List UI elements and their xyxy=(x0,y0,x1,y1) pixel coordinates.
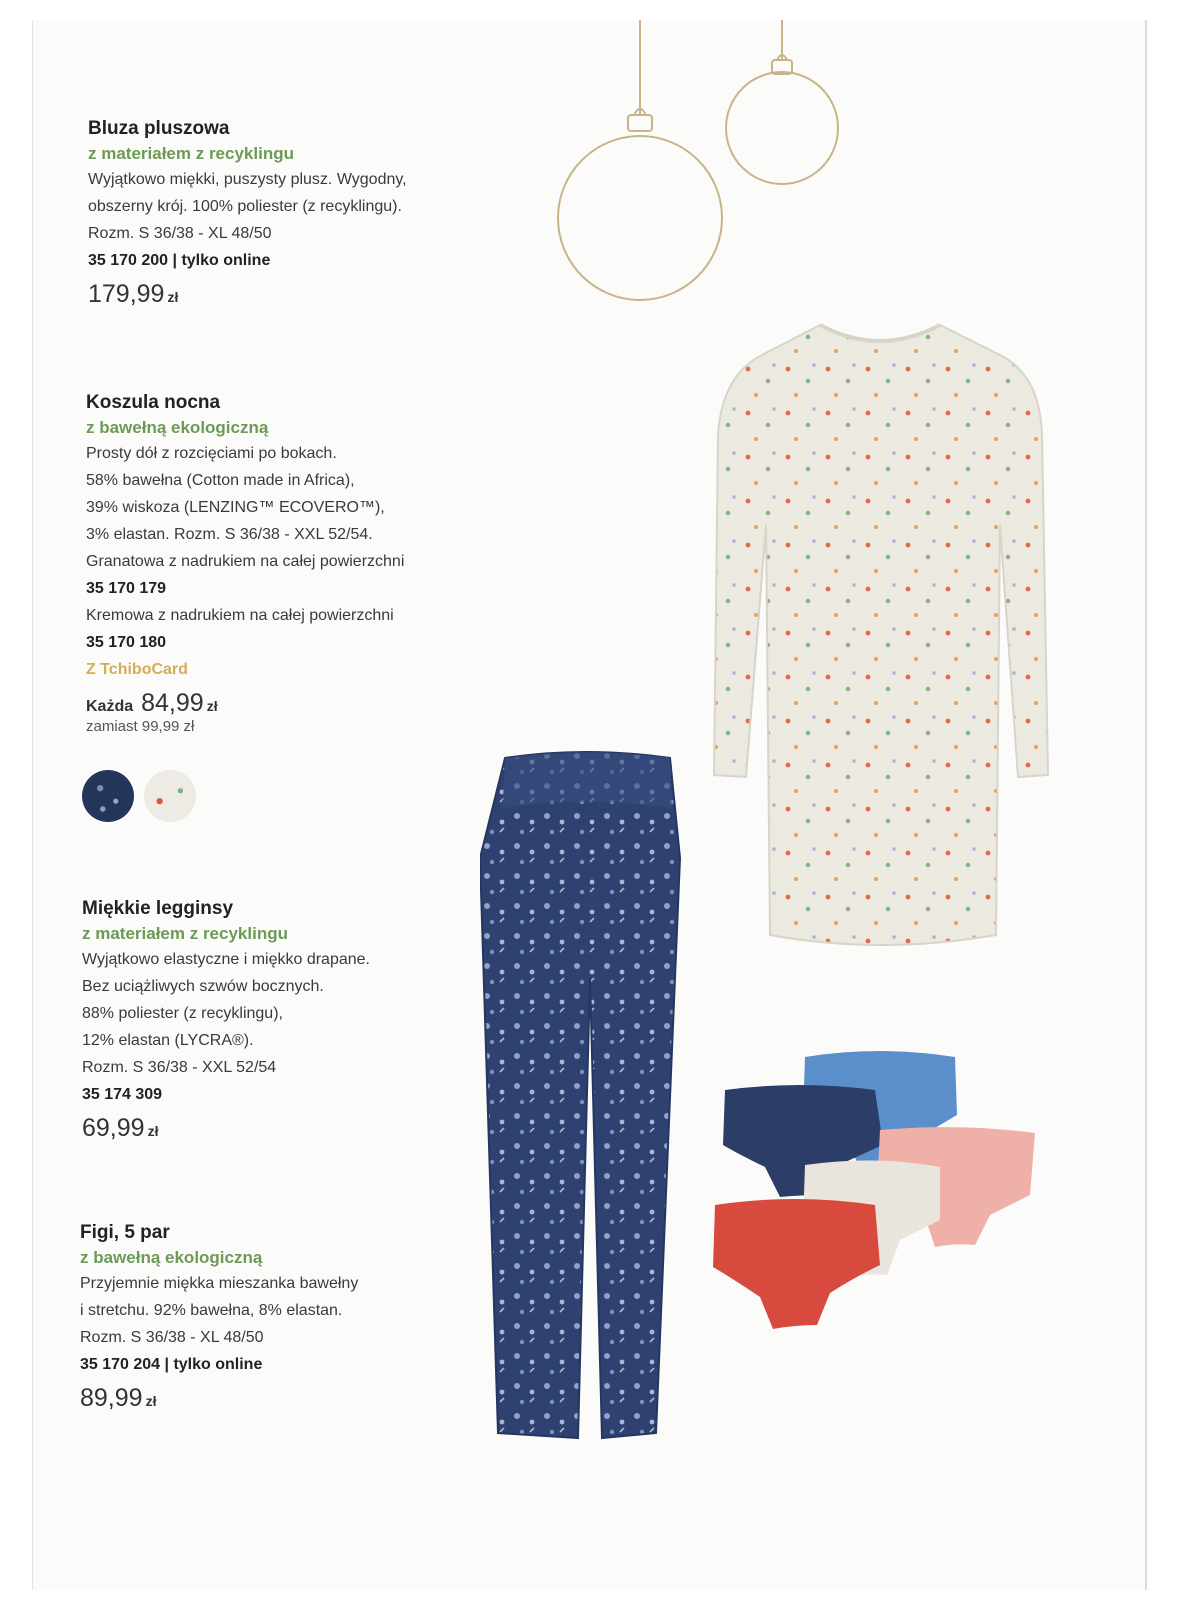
old-price: zamiast 99,99 zł xyxy=(86,718,195,735)
product-legginsy xyxy=(82,898,512,1143)
price-value: 84,99 xyxy=(141,689,204,717)
product-code: 35 170 200 | tylko online xyxy=(88,252,271,269)
product-price xyxy=(86,689,516,718)
price-currency: zł xyxy=(145,1393,157,1409)
product-subtitle: z materiałem z recyklingu xyxy=(82,924,288,943)
product-price xyxy=(82,1114,512,1143)
swatch-cream[interactable] xyxy=(144,770,196,822)
price-label: Każda xyxy=(86,698,134,715)
product-subtitle: z bawełną ekologiczną xyxy=(86,418,269,437)
variant-label: Granatowa z nadrukiem na całej powierzchni xyxy=(86,553,405,570)
product-description: Prosty dół z rozcięciami po bokach. 58% bawełna (Cotton made in Africa), 39% wiskoza (LENZING™ ECOVERO™), 3% elastan. Rozm. S 36/38 - XXL 52/54. Granatowa z nadrukiem na całej powierzchni xyxy=(86,440,516,575)
variant-label: Kremowa z nadrukiem na całej powierzchni xyxy=(86,607,394,624)
price-currency: zł xyxy=(206,698,218,714)
product-title: Koszula nocna xyxy=(86,392,221,413)
price-value: 69,99 xyxy=(82,1114,145,1142)
product-description: Wyjątkowo miękki, puszysty plusz. Wygodny, obszerny krój. 100% poliester (z recyklingu). Rozm. S 36/38 - XL 48/50 xyxy=(88,171,407,242)
product-price xyxy=(80,1384,510,1413)
product-code: 35 174 309 xyxy=(82,1086,163,1103)
product-title: Miękkie legginsy xyxy=(82,898,234,919)
product-title: Bluza pluszowa xyxy=(88,118,230,139)
color-swatches xyxy=(82,770,206,827)
product-subtitle: z bawełną ekologiczną xyxy=(80,1248,263,1267)
product-code: 35 170 204 | tylko online xyxy=(80,1356,263,1373)
variant-code: 35 170 179 xyxy=(86,580,167,597)
briefs-illustration xyxy=(705,1045,1055,1345)
price-value: 89,99 xyxy=(80,1384,143,1412)
swatch-navy[interactable] xyxy=(82,770,134,822)
price-value: 179,99 xyxy=(88,280,165,308)
product-description: Wyjątkowo elastyczne i miękko drapane. Bez uciążliwych szwów bocznych. 88% poliester (z recyklingu), 12% elastan (LYCRA®). Rozm. S 36/38 - XXL 52/54 xyxy=(82,951,370,1076)
christmas-ornaments-illustration xyxy=(550,20,850,320)
product-figi xyxy=(80,1222,510,1413)
price-currency: zł xyxy=(147,1123,159,1139)
product-title: Figi, 5 par xyxy=(80,1222,170,1243)
product-koszula xyxy=(86,392,516,735)
product-bluza xyxy=(88,118,518,309)
nightshirt-illustration xyxy=(700,315,1060,955)
variant-code: 35 170 180 xyxy=(86,634,167,651)
product-subtitle: z materiałem z recyklingu xyxy=(88,144,294,163)
product-price xyxy=(88,280,518,309)
leggings-illustration xyxy=(480,748,700,1448)
price-currency: zł xyxy=(167,289,179,305)
product-description: Przyjemnie miękka mieszanka bawełny i stretchu. 92% bawełna, 8% elastan. Rozm. S 36/38 - XL 48/50 xyxy=(80,1275,359,1346)
tchibocard-note: Z TchiboCard xyxy=(86,661,188,678)
